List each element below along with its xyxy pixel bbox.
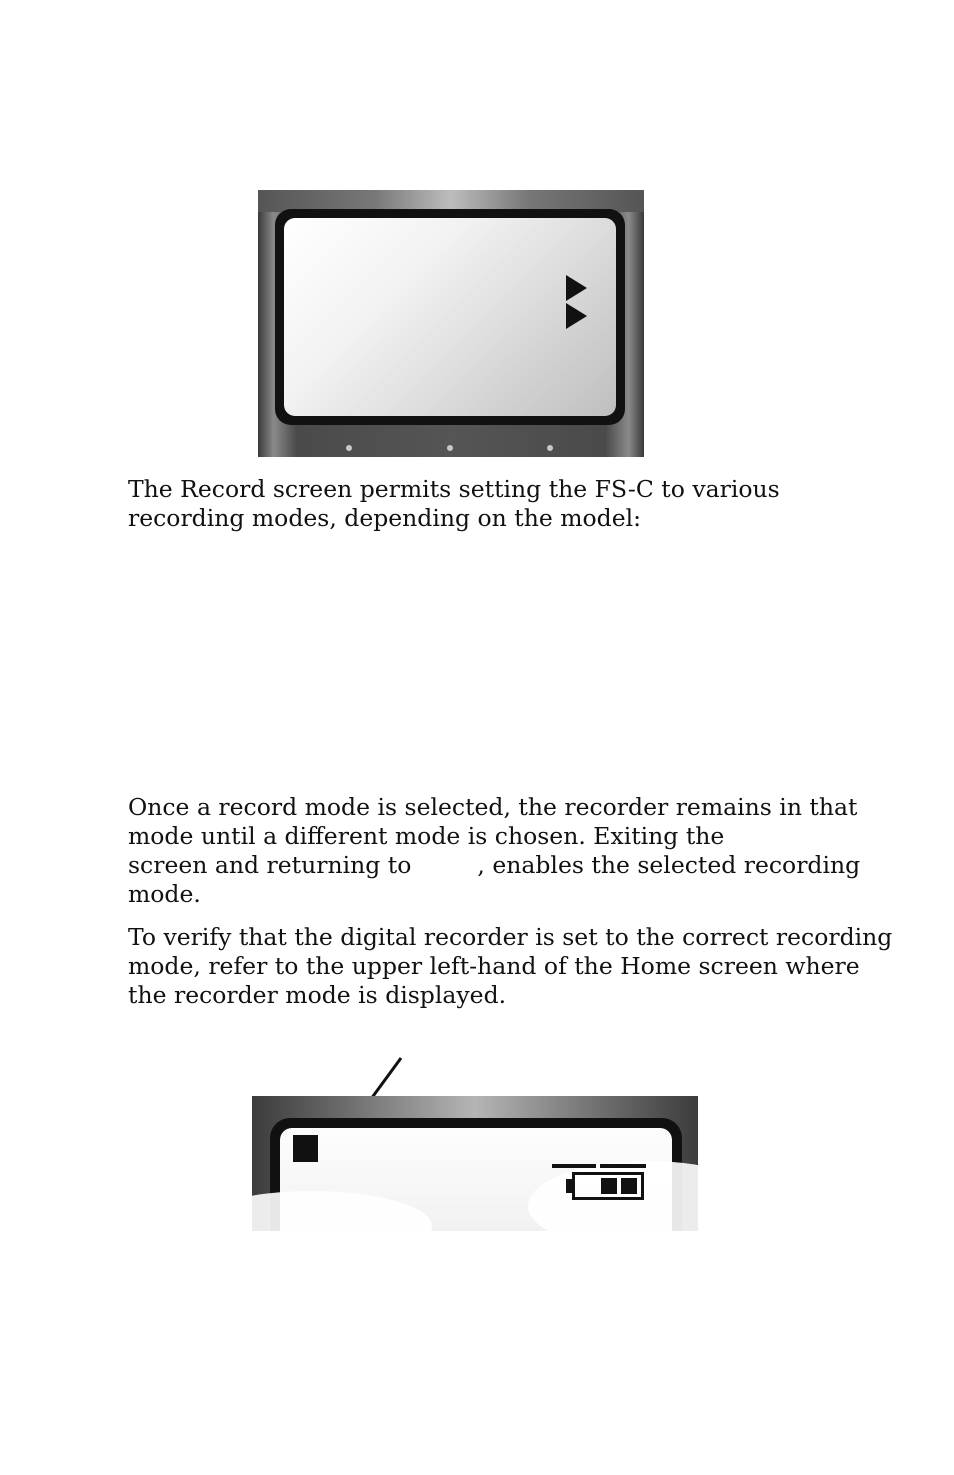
record-intro-paragraph bbox=[128, 475, 780, 533]
bezel-dot bbox=[447, 445, 453, 451]
text-line: mode. bbox=[128, 880, 201, 908]
text-line: The Record screen permits setting the FS-C to various bbox=[128, 475, 780, 503]
text-line: mode, refer to the upper left-hand of the Home screen where bbox=[128, 952, 860, 980]
play-arrow-icon bbox=[566, 275, 587, 301]
text-fragment: screen and returning to bbox=[128, 851, 412, 879]
battery-bar bbox=[552, 1164, 596, 1168]
text-line: the recorder mode is displayed. bbox=[128, 981, 507, 1009]
battery-bar bbox=[600, 1164, 646, 1168]
text-line: To verify that the digital recorder is set to the correct recording bbox=[128, 923, 893, 951]
play-arrow-icon bbox=[566, 303, 587, 329]
battery-icon bbox=[552, 1164, 647, 1204]
bezel-dot bbox=[346, 445, 352, 451]
text-line bbox=[128, 851, 860, 880]
battery-cell bbox=[621, 1178, 637, 1194]
mode-paragraph bbox=[128, 793, 860, 909]
verify-paragraph bbox=[128, 923, 892, 1010]
record-screen-figure bbox=[258, 190, 644, 457]
bezel-dot bbox=[547, 445, 553, 451]
text-fragment: , enables the selected recording bbox=[477, 851, 861, 879]
battery-cell bbox=[601, 1178, 617, 1194]
text-line: mode until a different mode is chosen. Exiting the bbox=[128, 822, 725, 850]
text-line: Once a record mode is selected, the recorder remains in that bbox=[128, 793, 858, 821]
home-screen-figure bbox=[252, 1096, 698, 1231]
text-line: recording modes, depending on the model: bbox=[128, 504, 642, 532]
battery-body bbox=[572, 1172, 644, 1200]
record-mode-square-icon bbox=[293, 1135, 318, 1162]
